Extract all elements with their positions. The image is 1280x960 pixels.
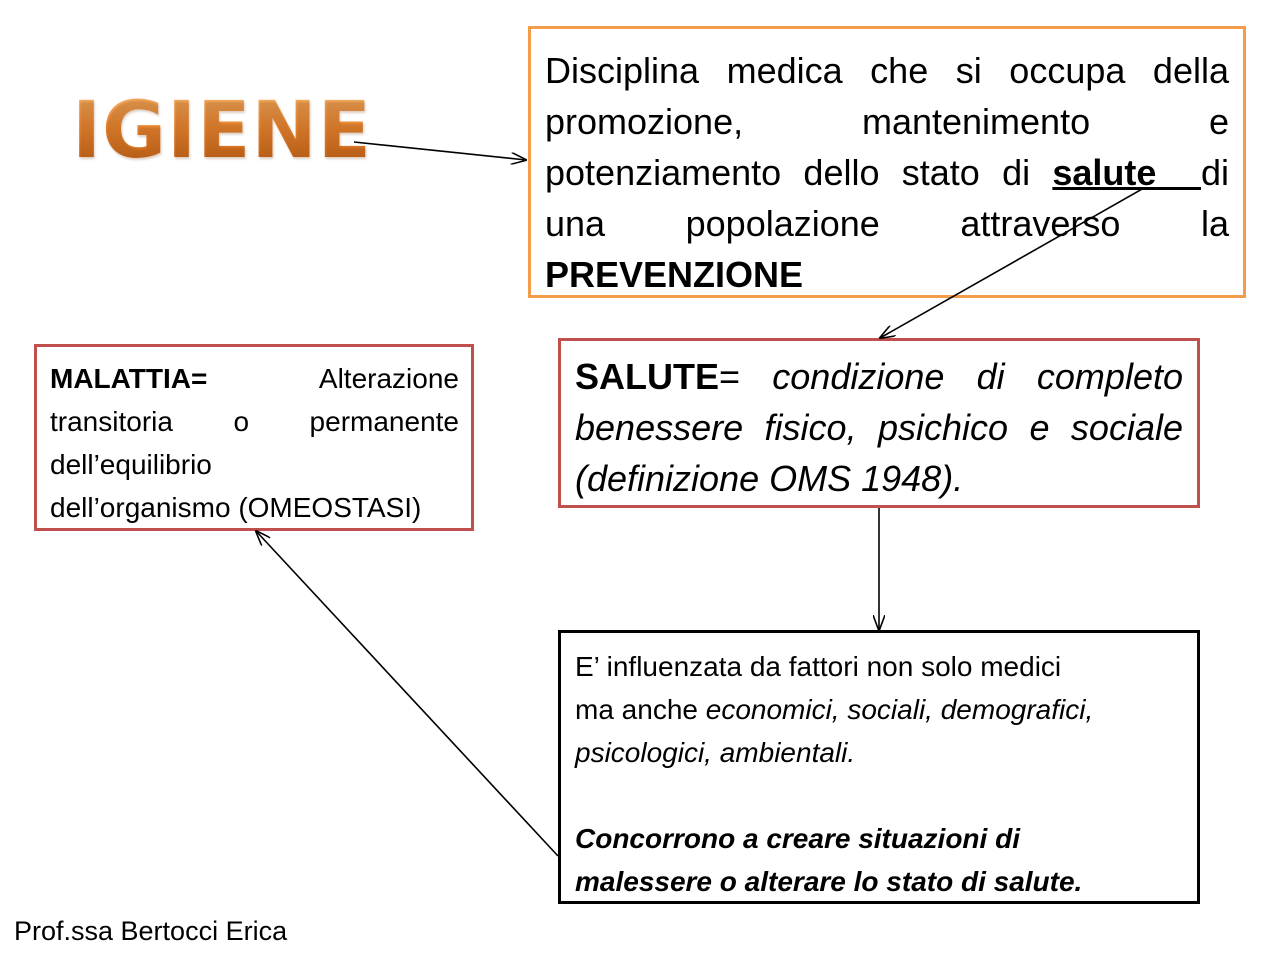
conclusion-line-1: Concorrono a creare situazioni di [575,823,1020,854]
influence-line-2-pre: ma anche [575,694,698,725]
conclusion-line-2: malessere o alterare lo stato di salute. [575,866,1083,897]
arrow-influence-to-malattia [256,531,558,856]
author-footer: Prof.ssa Bertocci Erica [14,916,288,946]
salute-keyword: salute [1052,152,1157,193]
definition-line-4: una popolazione attraverso la [545,203,1229,244]
influence-line-3: psicologici, ambientali. [575,737,856,768]
salute-label: SALUTE [575,356,719,397]
malattia-line-4: dell’organismo (OMEOSTASI) [50,492,422,523]
prevenzione-keyword: PREVENZIONE [545,254,804,295]
salute-line-3: (definizione OMS 1948). [575,458,964,499]
salute-line-2: benessere fisico, psichico e sociale [575,407,1183,448]
malattia-line-3: dell’equilibrio [50,449,212,480]
arrow-igiene-to-definition [354,142,526,160]
salute-text-1: condizione di completo [772,356,1183,397]
salute-eq: = [719,356,741,397]
definition-line-2: promozione, mantenimento e [545,101,1229,142]
malattia-label: MALATTIA= [50,363,208,394]
definition-line-3-pre: potenziamento dello stato di [545,152,1031,193]
influence-line-1: E’ influenzata da fattori non solo medici [575,651,1062,682]
influence-factors: economici, sociali, demografici, [705,694,1094,725]
malattia-line-2: transitoria o permanente [50,406,459,437]
title-igiene: IGIENE [72,86,372,176]
malattia-text-1: Alterazione [318,363,459,394]
arrow-salute-to-salute-box [880,188,1144,338]
definition-line-1: Disciplina medica che si occupa della [545,50,1229,91]
definition-line-3-post: di [1200,152,1229,193]
